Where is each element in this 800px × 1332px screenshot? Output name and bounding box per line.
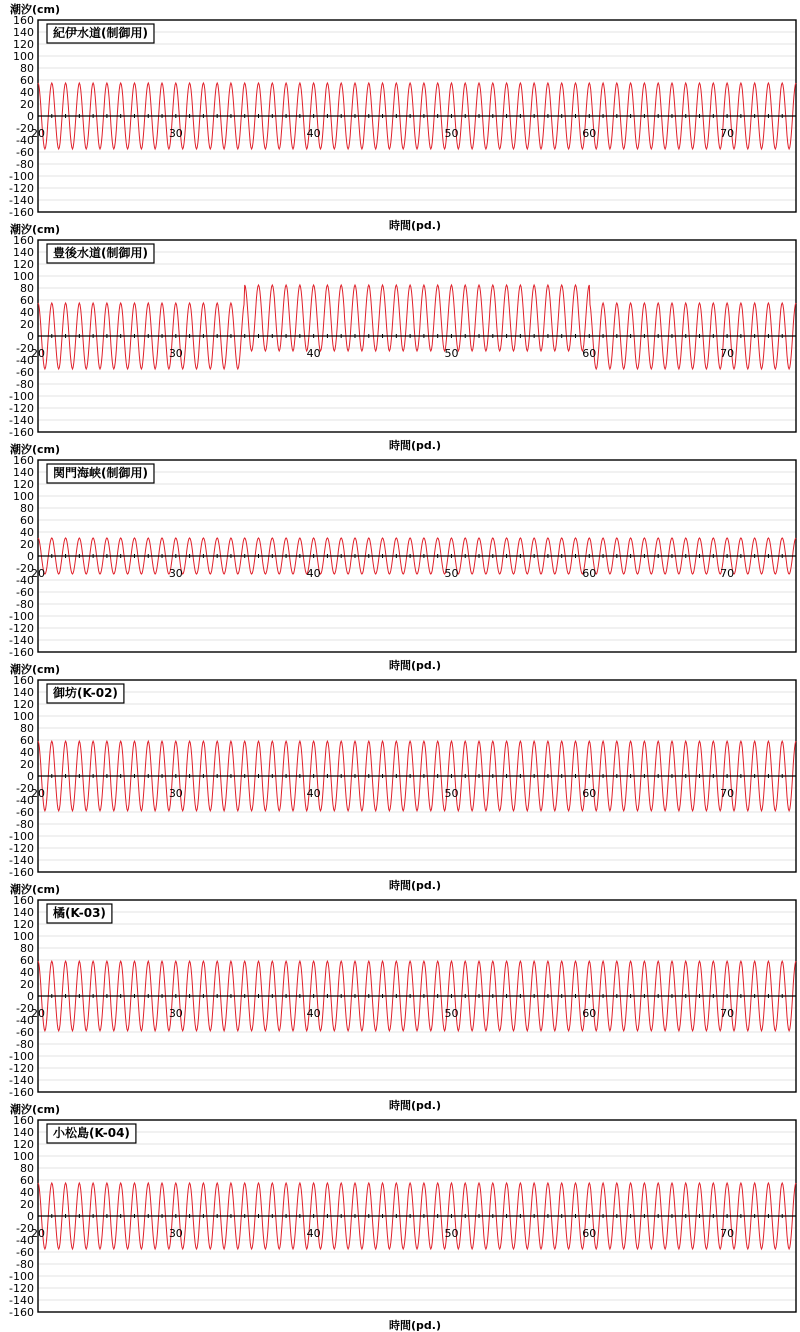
y-tick-label: -160: [9, 206, 34, 219]
x-tick-label: 20: [31, 1007, 45, 1020]
y-tick-label: 140: [13, 26, 34, 39]
y-tick-label: -20: [16, 1002, 34, 1015]
x-tick-label: 30: [168, 1007, 183, 1020]
x-tick-label: 60: [582, 127, 597, 140]
y-tick-label: 20: [20, 1198, 34, 1211]
y-tick-label: -120: [9, 622, 34, 635]
x-tick-label: 60: [582, 567, 597, 580]
chart-title: 小松島(K-04): [53, 1126, 130, 1140]
y-tick-label: 100: [13, 490, 34, 503]
y-tick-label: 20: [20, 978, 34, 991]
y-tick-label: -40: [16, 134, 34, 147]
x-tick-label: 50: [444, 567, 459, 580]
chart-panel: [9, 2, 796, 232]
y-tick-label: 40: [20, 86, 34, 99]
x-tick-label: 40: [306, 1007, 321, 1020]
x-tick-label: 70: [720, 1227, 735, 1240]
x-tick-label: 20: [31, 567, 45, 580]
chart-title: 橘(K-03): [53, 906, 106, 920]
x-axis-label: 時間(pd.): [389, 1099, 441, 1112]
y-tick-label: 160: [13, 14, 34, 27]
y-tick-label: 100: [13, 270, 34, 283]
y-tick-label: -140: [9, 1294, 34, 1307]
y-tick-label: -20: [16, 122, 34, 135]
x-tick-label: 40: [306, 1227, 321, 1240]
x-tick-label: 30: [168, 127, 183, 140]
y-tick-label: 100: [13, 1150, 34, 1163]
chart-title: 関門海峡(制御用): [53, 466, 148, 480]
y-tick-label: 80: [20, 722, 34, 735]
x-axis-label: 時間(pd.): [389, 439, 441, 452]
y-axis-label: 潮汐(cm): [10, 1103, 61, 1116]
x-tick-label: 20: [31, 127, 45, 140]
y-tick-label: -120: [9, 1062, 34, 1075]
y-tick-label: -80: [16, 1258, 34, 1271]
y-axis-label: 潮汐(cm): [10, 663, 61, 676]
y-tick-label: -140: [9, 854, 34, 867]
y-tick-label: 80: [20, 502, 34, 515]
y-tick-label: 160: [13, 674, 34, 687]
y-tick-label: 0: [27, 330, 34, 343]
y-tick-label: 140: [13, 466, 34, 479]
y-tick-label: 160: [13, 234, 34, 247]
y-tick-label: 0: [27, 110, 34, 123]
y-tick-label: 120: [13, 1138, 34, 1151]
y-tick-label: -80: [16, 378, 34, 391]
y-tick-label: -100: [9, 170, 34, 183]
y-tick-label: -20: [16, 782, 34, 795]
x-tick-label: 20: [31, 787, 45, 800]
y-tick-label: -100: [9, 610, 34, 623]
y-tick-label: 100: [13, 930, 34, 943]
y-tick-label: -80: [16, 598, 34, 611]
y-tick-label: 120: [13, 698, 34, 711]
x-tick-label: 20: [31, 347, 45, 360]
y-tick-label: 60: [20, 514, 34, 527]
y-tick-label: 60: [20, 74, 34, 87]
y-tick-label: -80: [16, 818, 34, 831]
y-tick-label: -160: [9, 646, 34, 659]
x-axis-label: 時間(pd.): [389, 219, 441, 232]
y-tick-label: 40: [20, 306, 34, 319]
y-tick-label: 160: [13, 894, 34, 907]
y-tick-label: -100: [9, 1270, 34, 1283]
y-tick-label: 20: [20, 98, 34, 111]
y-tick-label: -60: [16, 146, 34, 159]
y-tick-label: 40: [20, 746, 34, 759]
y-tick-label: -160: [9, 866, 34, 879]
y-axis-label: 潮汐(cm): [10, 223, 61, 236]
y-tick-label: -100: [9, 1050, 34, 1063]
chart-title: 豊後水道(制御用): [53, 246, 148, 260]
x-tick-label: 30: [168, 347, 183, 360]
y-tick-label: -80: [16, 158, 34, 171]
x-tick-label: 30: [168, 787, 183, 800]
y-tick-label: 80: [20, 1162, 34, 1175]
y-tick-label: 0: [27, 1210, 34, 1223]
y-tick-label: -140: [9, 634, 34, 647]
y-tick-label: -60: [16, 1026, 34, 1039]
chart-panel: [9, 662, 796, 892]
y-tick-label: -120: [9, 1282, 34, 1295]
y-tick-label: 160: [13, 454, 34, 467]
chart-panel: [9, 442, 796, 672]
x-tick-label: 60: [582, 347, 597, 360]
y-axis-label: 潮汐(cm): [10, 883, 61, 896]
y-tick-label: 60: [20, 1174, 34, 1187]
y-tick-label: -160: [9, 426, 34, 439]
x-tick-label: 60: [582, 1007, 597, 1020]
x-tick-label: 30: [168, 1227, 183, 1240]
y-tick-label: 60: [20, 734, 34, 747]
y-tick-label: 100: [13, 50, 34, 63]
x-tick-label: 40: [306, 567, 321, 580]
x-tick-label: 30: [168, 567, 183, 580]
y-tick-label: 60: [20, 954, 34, 967]
y-tick-label: 140: [13, 1126, 34, 1139]
y-axis-label: 潮汐(cm): [10, 443, 61, 456]
y-tick-label: -40: [16, 354, 34, 367]
y-tick-label: -40: [16, 1234, 34, 1247]
y-tick-label: 20: [20, 758, 34, 771]
x-tick-label: 50: [444, 1007, 459, 1020]
x-tick-label: 60: [582, 1227, 597, 1240]
y-tick-label: 160: [13, 1114, 34, 1127]
y-tick-label: -20: [16, 1222, 34, 1235]
y-tick-label: -140: [9, 1074, 34, 1087]
chart-title: 御坊(K-02): [53, 686, 118, 700]
y-tick-label: 40: [20, 966, 34, 979]
x-tick-label: 70: [720, 347, 735, 360]
x-axis-label: 時間(pd.): [389, 879, 441, 892]
y-tick-label: 140: [13, 246, 34, 259]
y-tick-label: -160: [9, 1086, 34, 1099]
chart-panel: [9, 222, 796, 452]
y-tick-label: 140: [13, 686, 34, 699]
y-tick-label: -120: [9, 182, 34, 195]
x-tick-label: 70: [720, 567, 735, 580]
x-axis-label: 時間(pd.): [389, 659, 441, 672]
y-tick-label: -60: [16, 586, 34, 599]
y-tick-label: 0: [27, 770, 34, 783]
y-tick-label: -60: [16, 806, 34, 819]
tide-series-line: [38, 285, 796, 369]
y-tick-label: -20: [16, 342, 34, 355]
chart-title: 紀伊水道(制御用): [53, 26, 148, 40]
x-tick-label: 50: [444, 1227, 459, 1240]
chart-panel: [9, 1102, 796, 1332]
y-tick-label: -40: [16, 794, 34, 807]
y-tick-label: 40: [20, 1186, 34, 1199]
x-tick-label: 50: [444, 787, 459, 800]
y-tick-label: 60: [20, 294, 34, 307]
y-tick-label: 80: [20, 282, 34, 295]
x-tick-label: 40: [306, 127, 321, 140]
y-tick-label: 80: [20, 942, 34, 955]
x-axis-label: 時間(pd.): [389, 1319, 441, 1332]
y-tick-label: 120: [13, 478, 34, 491]
y-tick-label: 140: [13, 906, 34, 919]
y-tick-label: -100: [9, 390, 34, 403]
x-tick-label: 20: [31, 1227, 45, 1240]
y-axis-label: 潮汐(cm): [10, 3, 61, 16]
y-tick-label: 0: [27, 550, 34, 563]
chart-panel: [9, 882, 796, 1112]
y-tick-label: -80: [16, 1038, 34, 1051]
y-tick-label: -120: [9, 402, 34, 415]
x-tick-label: 40: [306, 787, 321, 800]
y-tick-label: -60: [16, 366, 34, 379]
y-tick-label: 120: [13, 38, 34, 51]
y-tick-label: -120: [9, 842, 34, 855]
y-tick-label: 40: [20, 526, 34, 539]
y-tick-label: 0: [27, 990, 34, 1003]
y-tick-label: -40: [16, 1014, 34, 1027]
x-tick-label: 70: [720, 1007, 735, 1020]
x-tick-label: 50: [444, 347, 459, 360]
y-tick-label: -60: [16, 1246, 34, 1259]
y-tick-label: -140: [9, 414, 34, 427]
y-tick-label: -20: [16, 562, 34, 575]
x-tick-label: 70: [720, 127, 735, 140]
y-tick-label: 120: [13, 918, 34, 931]
x-tick-label: 40: [306, 347, 321, 360]
y-tick-label: 20: [20, 318, 34, 331]
y-tick-label: 20: [20, 538, 34, 551]
x-tick-label: 70: [720, 787, 735, 800]
y-tick-label: -140: [9, 194, 34, 207]
y-tick-label: 120: [13, 258, 34, 271]
y-tick-label: 100: [13, 710, 34, 723]
y-tick-label: -40: [16, 574, 34, 587]
x-tick-label: 50: [444, 127, 459, 140]
y-tick-label: -160: [9, 1306, 34, 1319]
y-tick-label: -100: [9, 830, 34, 843]
x-tick-label: 60: [582, 787, 597, 800]
y-tick-label: 80: [20, 62, 34, 75]
